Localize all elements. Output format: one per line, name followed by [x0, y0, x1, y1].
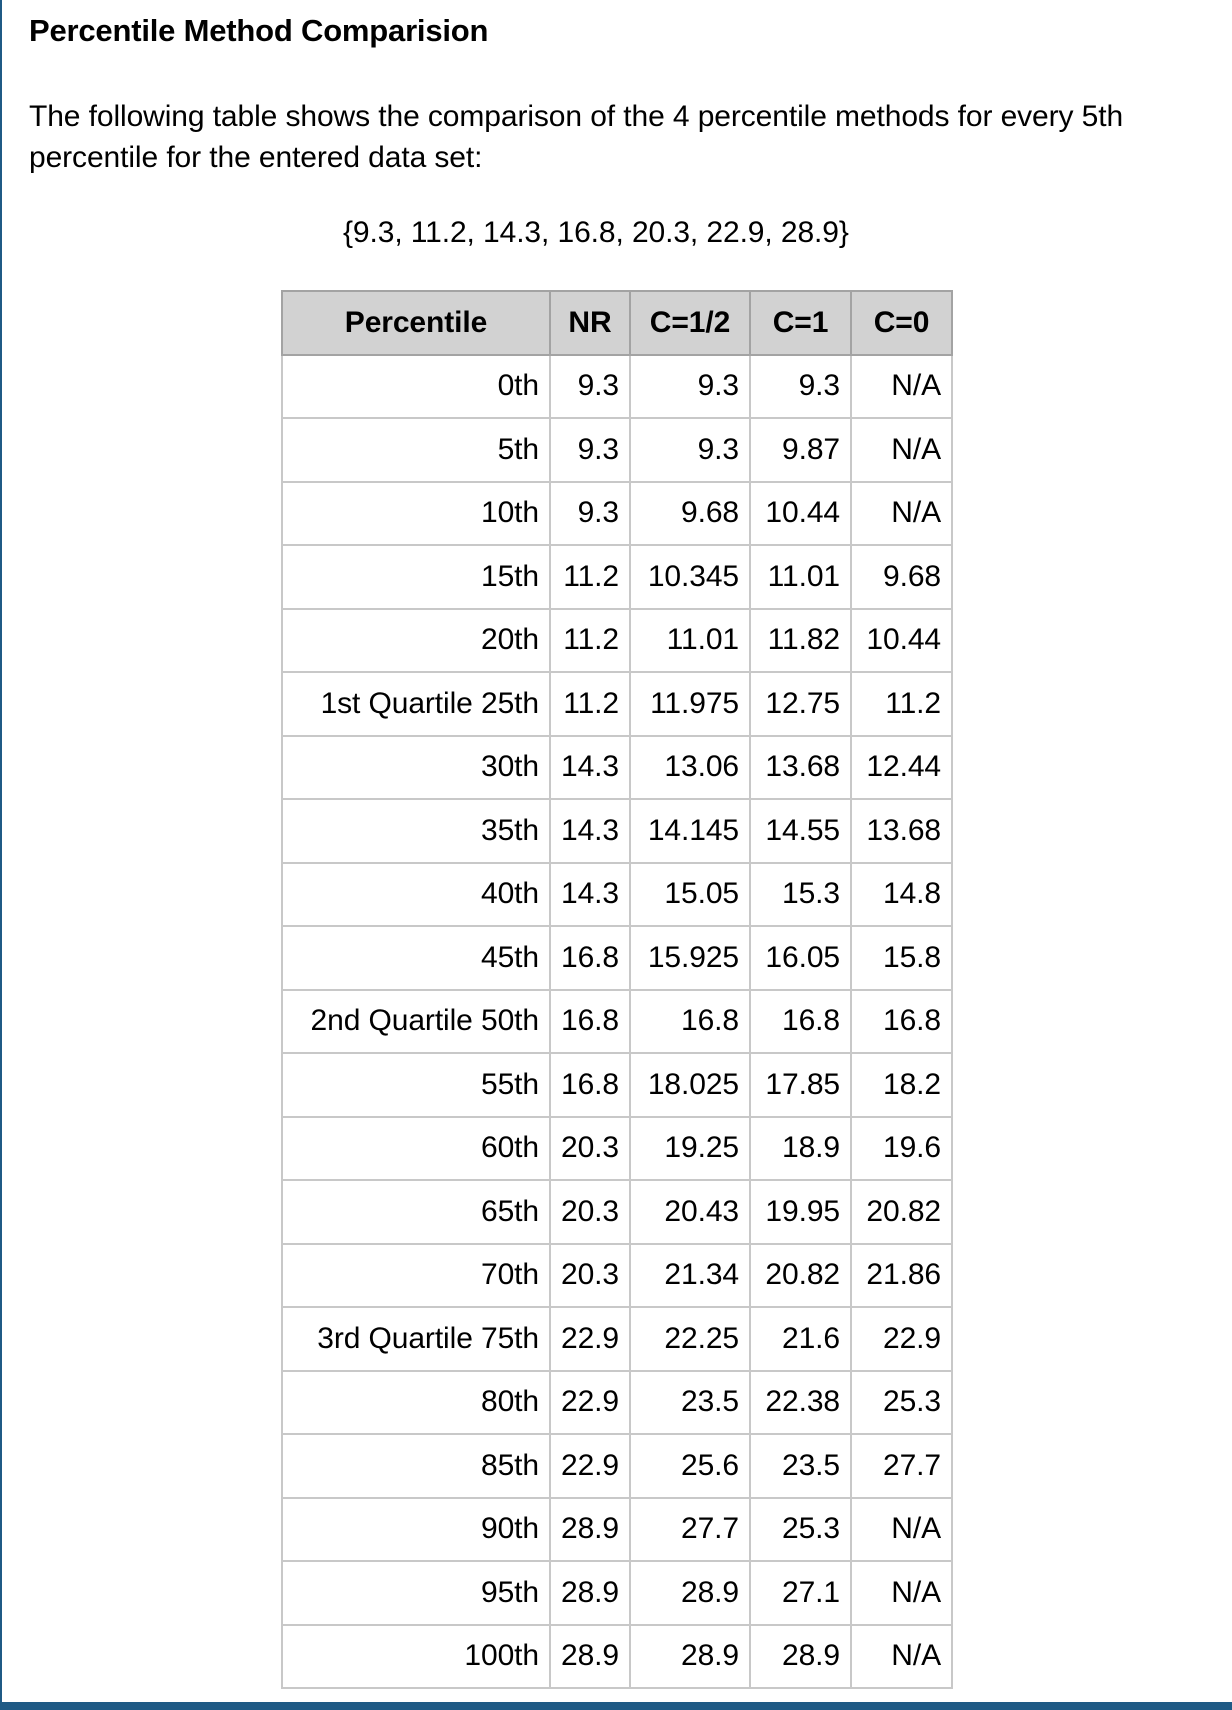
cell-c-zero: N/A: [851, 482, 952, 546]
table-row: [282, 1053, 952, 1117]
cell-c-half: 20.43: [630, 1180, 750, 1244]
cell-c-zero: 16.8: [851, 990, 952, 1054]
table-row: [282, 863, 952, 927]
header-c-one: C=1: [750, 291, 851, 355]
cell-c-zero: 22.9: [851, 1307, 952, 1371]
cell-c-one: 10.44: [750, 482, 851, 546]
cell-nr: 28.9: [550, 1561, 630, 1625]
cell-nr: 14.3: [550, 863, 630, 927]
cell-c-half: 10.345: [630, 545, 750, 609]
table-row: [282, 1498, 952, 1562]
cell-percentile: 60th: [282, 1117, 550, 1181]
table-row: [282, 799, 952, 863]
cell-percentile: 70th: [282, 1244, 550, 1308]
cell-c-half: 23.5: [630, 1371, 750, 1435]
cell-c-one: 25.3: [750, 1498, 851, 1562]
cell-percentile: 2nd Quartile 50th: [282, 990, 550, 1054]
table-row: [282, 482, 952, 546]
cell-c-one: 27.1: [750, 1561, 851, 1625]
table-row: [282, 1244, 952, 1308]
cell-c-half: 9.3: [630, 418, 750, 482]
cell-c-one: 18.9: [750, 1117, 851, 1181]
table-row: [282, 418, 952, 482]
cell-c-half: 22.25: [630, 1307, 750, 1371]
cell-nr: 9.3: [550, 355, 630, 419]
cell-nr: 22.9: [550, 1371, 630, 1435]
table-row: [282, 1180, 952, 1244]
cell-c-half: 27.7: [630, 1498, 750, 1562]
table-row: [282, 1117, 952, 1181]
cell-c-zero: 12.44: [851, 736, 952, 800]
cell-percentile: 5th: [282, 418, 550, 482]
cell-nr: 22.9: [550, 1434, 630, 1498]
cell-c-one: 19.95: [750, 1180, 851, 1244]
table-body: [282, 355, 952, 1689]
cell-percentile: 30th: [282, 736, 550, 800]
cell-percentile: 55th: [282, 1053, 550, 1117]
header-nr: NR: [550, 291, 630, 355]
cell-percentile: 10th: [282, 482, 550, 546]
cell-c-zero: N/A: [851, 355, 952, 419]
cell-c-half: 14.145: [630, 799, 750, 863]
cell-c-zero: 13.68: [851, 799, 952, 863]
cell-c-zero: 27.7: [851, 1434, 952, 1498]
cell-percentile: 3rd Quartile 75th: [282, 1307, 550, 1371]
cell-percentile: 95th: [282, 1561, 550, 1625]
cell-nr: 14.3: [550, 799, 630, 863]
cell-nr: 9.3: [550, 418, 630, 482]
cell-c-zero: N/A: [851, 1561, 952, 1625]
table-row: [282, 926, 952, 990]
header-c-zero: C=0: [851, 291, 952, 355]
cell-c-half: 25.6: [630, 1434, 750, 1498]
header-c-half: C=1/2: [630, 291, 750, 355]
cell-c-one: 17.85: [750, 1053, 851, 1117]
header-percentile: Percentile: [282, 291, 550, 355]
table-row: [282, 736, 952, 800]
cell-c-zero: 14.8: [851, 863, 952, 927]
cell-c-half: 15.05: [630, 863, 750, 927]
cell-c-zero: 10.44: [851, 609, 952, 673]
cell-nr: 20.3: [550, 1117, 630, 1181]
cell-percentile: 65th: [282, 1180, 550, 1244]
cell-c-half: 19.25: [630, 1117, 750, 1181]
cell-c-zero: 21.86: [851, 1244, 952, 1308]
table-row: [282, 990, 952, 1054]
cell-c-one: 23.5: [750, 1434, 851, 1498]
cell-nr: 16.8: [550, 990, 630, 1054]
cell-percentile: 90th: [282, 1498, 550, 1562]
cell-c-one: 28.9: [750, 1625, 851, 1689]
cell-c-half: 28.9: [630, 1625, 750, 1689]
table-row: [282, 1371, 952, 1435]
cell-c-one: 14.55: [750, 799, 851, 863]
cell-c-zero: 18.2: [851, 1053, 952, 1117]
cell-nr: 16.8: [550, 926, 630, 990]
cell-percentile: 45th: [282, 926, 550, 990]
cell-nr: 9.3: [550, 482, 630, 546]
cell-percentile: 0th: [282, 355, 550, 419]
dataset-values: {9.3, 11.2, 14.3, 16.8, 20.3, 22.9, 28.9}: [343, 216, 849, 249]
cell-nr: 28.9: [550, 1498, 630, 1562]
cell-percentile: 35th: [282, 799, 550, 863]
cell-c-one: 11.01: [750, 545, 851, 609]
cell-c-one: 21.6: [750, 1307, 851, 1371]
cell-nr: 20.3: [550, 1180, 630, 1244]
cell-nr: 16.8: [550, 1053, 630, 1117]
cell-percentile: 80th: [282, 1371, 550, 1435]
cell-percentile: 1st Quartile 25th: [282, 672, 550, 736]
cell-c-one: 22.38: [750, 1371, 851, 1435]
cell-c-zero: 15.8: [851, 926, 952, 990]
cell-percentile: 100th: [282, 1625, 550, 1689]
cell-nr: 11.2: [550, 672, 630, 736]
cell-c-one: 13.68: [750, 736, 851, 800]
cell-nr: 20.3: [550, 1244, 630, 1308]
cell-c-half: 11.01: [630, 609, 750, 673]
cell-percentile: 40th: [282, 863, 550, 927]
cell-nr: 14.3: [550, 736, 630, 800]
table-row: [282, 1625, 952, 1689]
cell-c-half: 28.9: [630, 1561, 750, 1625]
cell-c-one: 15.3: [750, 863, 851, 927]
cell-c-zero: 11.2: [851, 672, 952, 736]
cell-c-half: 9.68: [630, 482, 750, 546]
cell-c-zero: 9.68: [851, 545, 952, 609]
cell-c-zero: 25.3: [851, 1371, 952, 1435]
cell-nr: 28.9: [550, 1625, 630, 1689]
percentile-table: [281, 290, 953, 1689]
cell-c-half: 9.3: [630, 355, 750, 419]
table-row: [282, 1434, 952, 1498]
cell-c-one: 12.75: [750, 672, 851, 736]
cell-c-one: 20.82: [750, 1244, 851, 1308]
cell-c-zero: N/A: [851, 1625, 952, 1689]
cell-nr: 22.9: [550, 1307, 630, 1371]
cell-c-half: 13.06: [630, 736, 750, 800]
cell-nr: 11.2: [550, 609, 630, 673]
table-row: [282, 1307, 952, 1371]
table-header: [282, 291, 952, 355]
cell-c-half: 16.8: [630, 990, 750, 1054]
table-row: [282, 672, 952, 736]
cell-percentile: 85th: [282, 1434, 550, 1498]
cell-c-one: 11.82: [750, 609, 851, 673]
cell-c-half: 11.975: [630, 672, 750, 736]
table-row: [282, 545, 952, 609]
cell-c-one: 9.3: [750, 355, 851, 419]
cell-c-zero: N/A: [851, 1498, 952, 1562]
cell-c-half: 15.925: [630, 926, 750, 990]
table-row: [282, 609, 952, 673]
intro-text: The following table shows the comparison of the 4 percentile methods for every 5th percentile for the entered data set:: [29, 100, 1124, 174]
table-row: [282, 355, 952, 419]
cell-c-one: 9.87: [750, 418, 851, 482]
cell-c-zero: N/A: [851, 418, 952, 482]
cell-c-half: 18.025: [630, 1053, 750, 1117]
cell-c-half: 21.34: [630, 1244, 750, 1308]
cell-c-zero: 20.82: [851, 1180, 952, 1244]
bottom-border-bar: [0, 1702, 1232, 1710]
cell-c-one: 16.05: [750, 926, 851, 990]
cell-nr: 11.2: [550, 545, 630, 609]
cell-c-zero: 19.6: [851, 1117, 952, 1181]
table-row: [282, 1561, 952, 1625]
page-title: Percentile Method Comparision: [29, 13, 489, 48]
cell-percentile: 15th: [282, 545, 550, 609]
header-row: [282, 291, 952, 355]
cell-c-one: 16.8: [750, 990, 851, 1054]
cell-percentile: 20th: [282, 609, 550, 673]
